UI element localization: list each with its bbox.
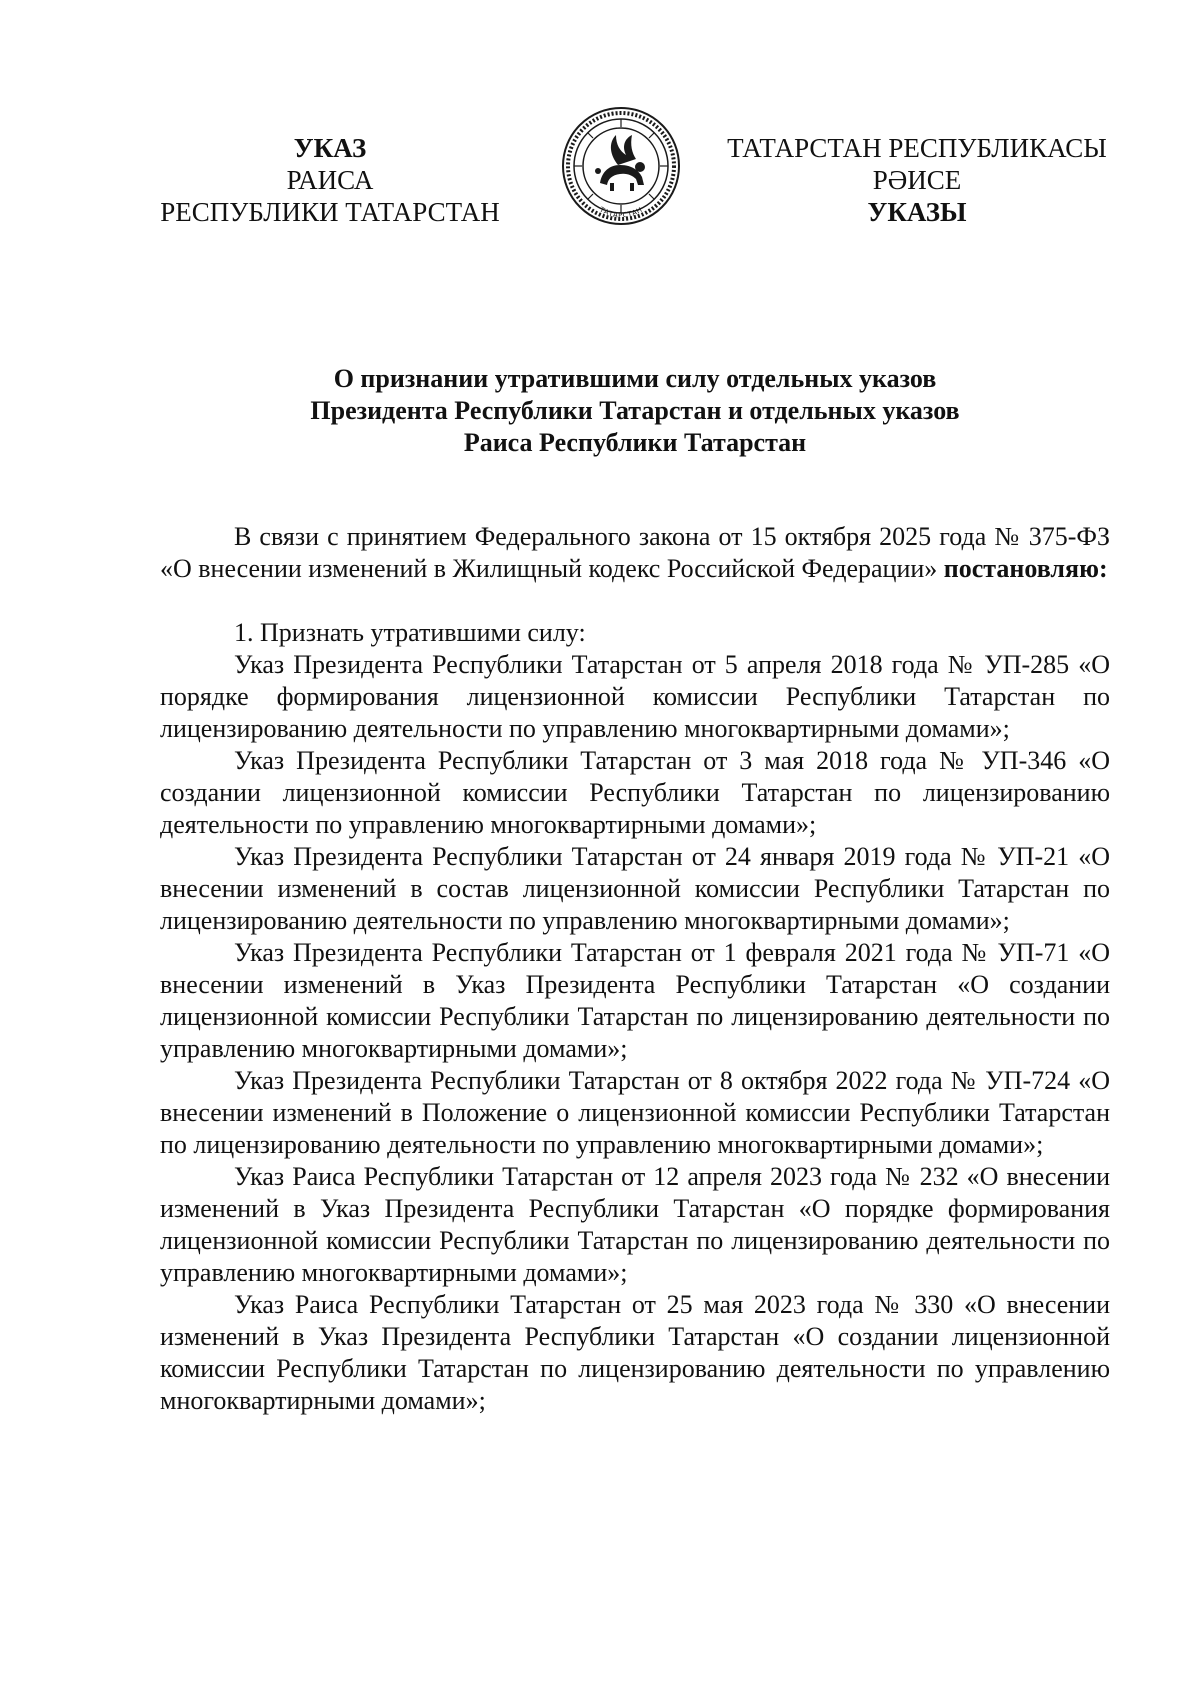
preamble-paragraph	[160, 521, 1110, 585]
preamble-text: В связи с принятием Федерального закона от 15 октября 2025 года № 375-ФЗ «О внесении изменений в Жилищный кодекс Российской Федерации»	[160, 522, 1110, 583]
title-line1: О признании утратившими силу отдельных указов	[333, 364, 937, 393]
list-item: Указ Президента Республики Татарстан от 24 января 2019 года № УП-21 «О внесении изменений в состав лицензионной комиссии Республики Татарстан по лицензированию деятельности по управлению многоквартирными домами»;	[160, 842, 1110, 935]
header-right-line3: УКАЗЫ	[867, 197, 967, 227]
list-item: Указ Раиса Республики Татарстан от 25 мая 2023 года № 330 «О внесении изменений в Указ Президента Республики Татарстан «О создании лицензионной комиссии Республики Татарстан по лицензированию деятельности по управлению многоквартирными домами»;	[160, 1290, 1110, 1415]
list-item: Указ Раиса Республики Татарстан от 12 апреля 2023 года № 232 «О внесении изменений в Указ Президента Республики Татарстан «О порядке формирования лицензионной комиссии Республики Татарстан по лицензированию деятельности по управлению многоквартирными домами»;	[160, 1162, 1110, 1287]
header-left-line3: РЕСПУБЛИКИ ТАТАРСТАН	[160, 197, 500, 227]
list-item: Указ Президента Республики Татарстан от 1 февраля 2021 года № УП-71 «О внесении изменений в Указ Президента Республики Татарстан «О создании лицензионной комиссии Республики Татарстан по лицензированию деятельности по управлению многоквартирными домами»;	[160, 938, 1110, 1063]
document-body	[160, 521, 1110, 1417]
header-right-line2: РӘИСЕ	[872, 165, 962, 195]
coat-of-arms-icon	[560, 105, 682, 227]
preamble-resolve: постановляю:	[943, 554, 1108, 583]
svg-text:ТАТАРСТАН: ТАТАРСТАН	[598, 205, 644, 220]
list-item: Указ Президента Республики Татарстан от 5 апреля 2018 года № УП-285 «О порядке формирования лицензионной комиссии Республики Татарстан по лицензированию деятельности по управлению многоквартирными домами»;	[160, 650, 1110, 743]
header-right-block	[702, 132, 1132, 228]
list-item: Указ Президента Республики Татарстан от 3 мая 2018 года № УП-346 «О создании лицензионной комиссии Республики Татарстан по лицензированию деятельности по управлению многоквартирными домами»;	[160, 746, 1110, 839]
item1-heading: 1. Признать утратившими силу:	[234, 618, 586, 647]
header-left-line1: УКАЗ	[293, 133, 367, 163]
title-line3: Раиса Республики Татарстан	[463, 428, 807, 457]
header-left-block	[140, 132, 520, 228]
document-title	[200, 363, 1070, 459]
header-right-line1: ТАТАРСТАН РЕСПУБЛИКАСЫ	[727, 133, 1107, 163]
header-left-line2: РАИСА	[286, 165, 374, 195]
list-item: Указ Президента Республики Татарстан от 8 октября 2022 года № УП-724 «О внесении изменений в Положение о лицензионной комиссии Республики Татарстан по лицензированию деятельности по управлению многоквартирными домами»;	[160, 1066, 1110, 1159]
title-line2: Президента Республики Татарстан и отдельных указов	[310, 396, 960, 425]
